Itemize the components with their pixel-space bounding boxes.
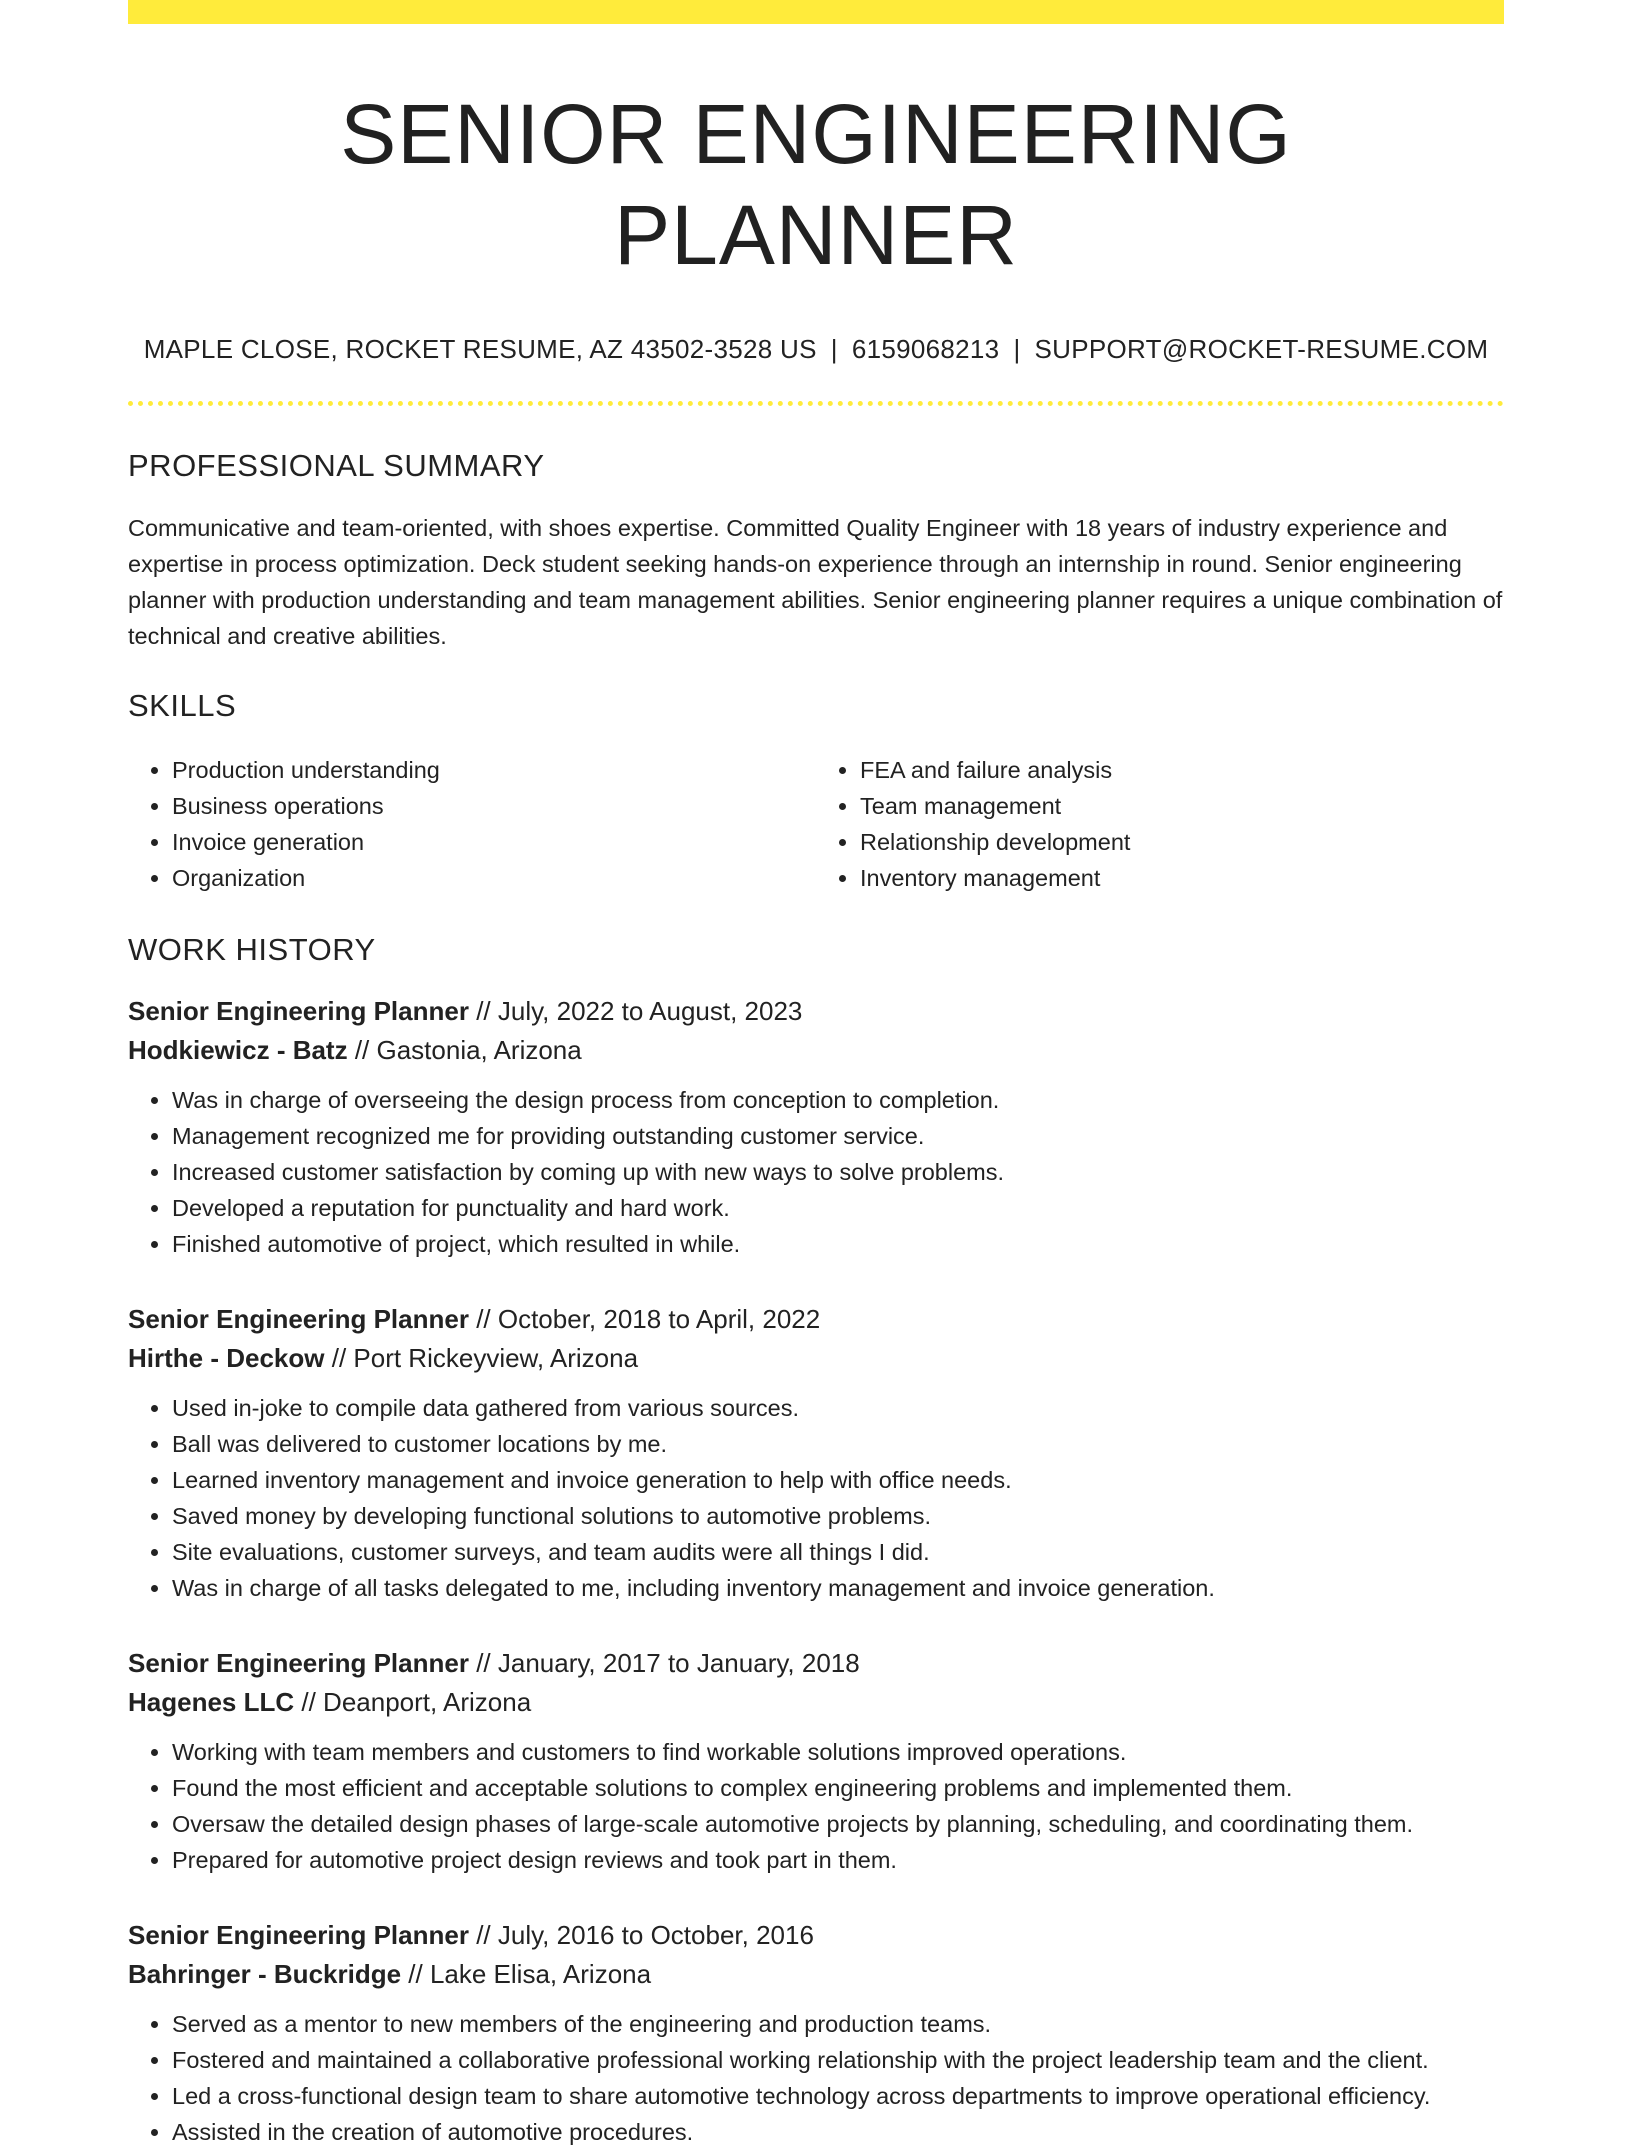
job-bullet: • Finished automotive of project, which resulted in while. [172,1226,1504,1262]
job-title: Senior Engineering Planner [128,1647,469,1678]
job-company-line [128,1955,1504,1994]
dotted-divider [128,401,1504,406]
job-bullet: • Developed a reputation for punctuality and hard work. [172,1190,1504,1226]
job-bullet: • Led a cross-functional design team to share automotive technology across departments to improve operational efficiency. [172,2078,1504,2114]
job-bullet: • Was in charge of all tasks delegated to me, including inventory management and invoice generation. [172,1570,1504,1606]
resume-page [128,0,1504,2150]
job-entry [128,1916,1504,2150]
skill-item: • Team management [860,788,1504,824]
job-company-line [128,1339,1504,1378]
job-entry [128,1644,1504,1878]
summary-heading: PROFESSIONAL SUMMARY [128,447,545,483]
job-bullet: • Site evaluations, customer surveys, and team audits were all things I did. [172,1534,1504,1570]
skill-item: • Inventory management [860,860,1504,896]
summary-text: Communicative and team-oriented, with shoes expertise. Committed Quality Engineer with 18 years of industry experience and expertise in process optimization. Deck student seeking hands-on experience through an internship in round. Senior engineering planner with production understanding and team management abilities. Senior engineering planner requires a unique combination of technical and creative abilities. [128,514,1503,649]
skills-column-right [816,752,1504,896]
top-accent-bar [128,0,1504,24]
job-bullet: • Fostered and maintained a collaborative professional working relationship with the project leadership team and the client. [172,2042,1504,2078]
job-title-line [128,1644,1504,1683]
job-title-line [128,1300,1504,1339]
job-company: Hodkiewicz - Batz [128,1034,348,1065]
job-bullets [128,1082,1504,1262]
skill-item: • Business operations [172,788,816,824]
job-title: Senior Engineering Planner [128,1303,469,1334]
job-bullet: • Assisted in the creation of automotive procedures. [172,2114,1504,2150]
job-title: Senior Engineering Planner [128,1919,469,1950]
job-bullet: • Oversaw the detailed design phases of large-scale automotive projects by planning, scheduling, and coordinating them. [172,1806,1504,1842]
job-company: Hirthe - Deckow [128,1342,325,1373]
contact-separator: | [830,333,838,364]
job-bullet: • Found the most efficient and acceptable solutions to complex engineering problems and implemented them. [172,1770,1504,1806]
job-bullet: • Was in charge of overseeing the design process from conception to completion. [172,1082,1504,1118]
job-dates: // July, 2022 to August, 2023 [468,995,803,1026]
job-bullet: • Ball was delivered to customer locations by me. [172,1426,1504,1462]
contact-line [128,334,1504,365]
job-bullet: • Served as a mentor to new members of the engineering and production teams. [172,2006,1504,2042]
job-bullets [128,2006,1504,2150]
skill-item: • Production understanding [172,752,816,788]
job-bullet: • Increased customer satisfaction by coming up with new ways to solve problems. [172,1154,1504,1190]
skill-item: • FEA and failure analysis [860,752,1504,788]
job-company: Hagenes LLC [128,1686,295,1717]
contact-phone: 6159068213 [851,333,1000,364]
job-entry [128,992,1504,1262]
contact-separator: | [1013,333,1021,364]
skills-list [128,752,1504,896]
job-bullet: • Saved money by developing functional solutions to automotive problems. [172,1498,1504,1534]
job-location: // Deanport, Arizona [294,1686,532,1717]
job-dates: // July, 2016 to October, 2016 [468,1919,814,1950]
skill-item: • Organization [172,860,816,896]
job-company-line [128,1683,1504,1722]
work-history-heading: WORK HISTORY [128,931,376,967]
resume-title: SENIOR ENGINEERING PLANNER [340,87,1292,282]
job-title-line [128,1916,1504,1955]
job-bullet: • Working with team members and customers to find workable solutions improved operations. [172,1734,1504,1770]
job-location: // Lake Elisa, Arizona [401,1958,652,1989]
skill-item: • Relationship development [860,824,1504,860]
skills-column-left [128,752,816,896]
job-bullets [128,1390,1504,1606]
job-company: Bahringer - Buckridge [128,1958,402,1989]
job-title: Senior Engineering Planner [128,995,469,1026]
job-location: // Port Rickeyview, Arizona [324,1342,639,1373]
contact-address: MAPLE CLOSE, ROCKET RESUME, AZ 43502-3528 US [143,333,817,364]
job-bullet: • Learned inventory management and invoice generation to help with office needs. [172,1462,1504,1498]
skills-heading: SKILLS [128,687,237,723]
job-dates: // January, 2017 to January, 2018 [468,1647,860,1678]
skill-item: • Invoice generation [172,824,816,860]
job-bullet: • Prepared for automotive project design reviews and took part in them. [172,1842,1504,1878]
job-dates: // October, 2018 to April, 2022 [468,1303,821,1334]
job-bullet: • Management recognized me for providing outstanding customer service. [172,1118,1504,1154]
job-bullets [128,1734,1504,1878]
job-title-line [128,992,1504,1031]
contact-email: SUPPORT@ROCKET-RESUME.COM [1034,333,1489,364]
job-company-line [128,1031,1504,1070]
job-location: // Gastonia, Arizona [347,1034,582,1065]
job-entry [128,1300,1504,1606]
job-bullet: • Used in-joke to compile data gathered from various sources. [172,1390,1504,1426]
